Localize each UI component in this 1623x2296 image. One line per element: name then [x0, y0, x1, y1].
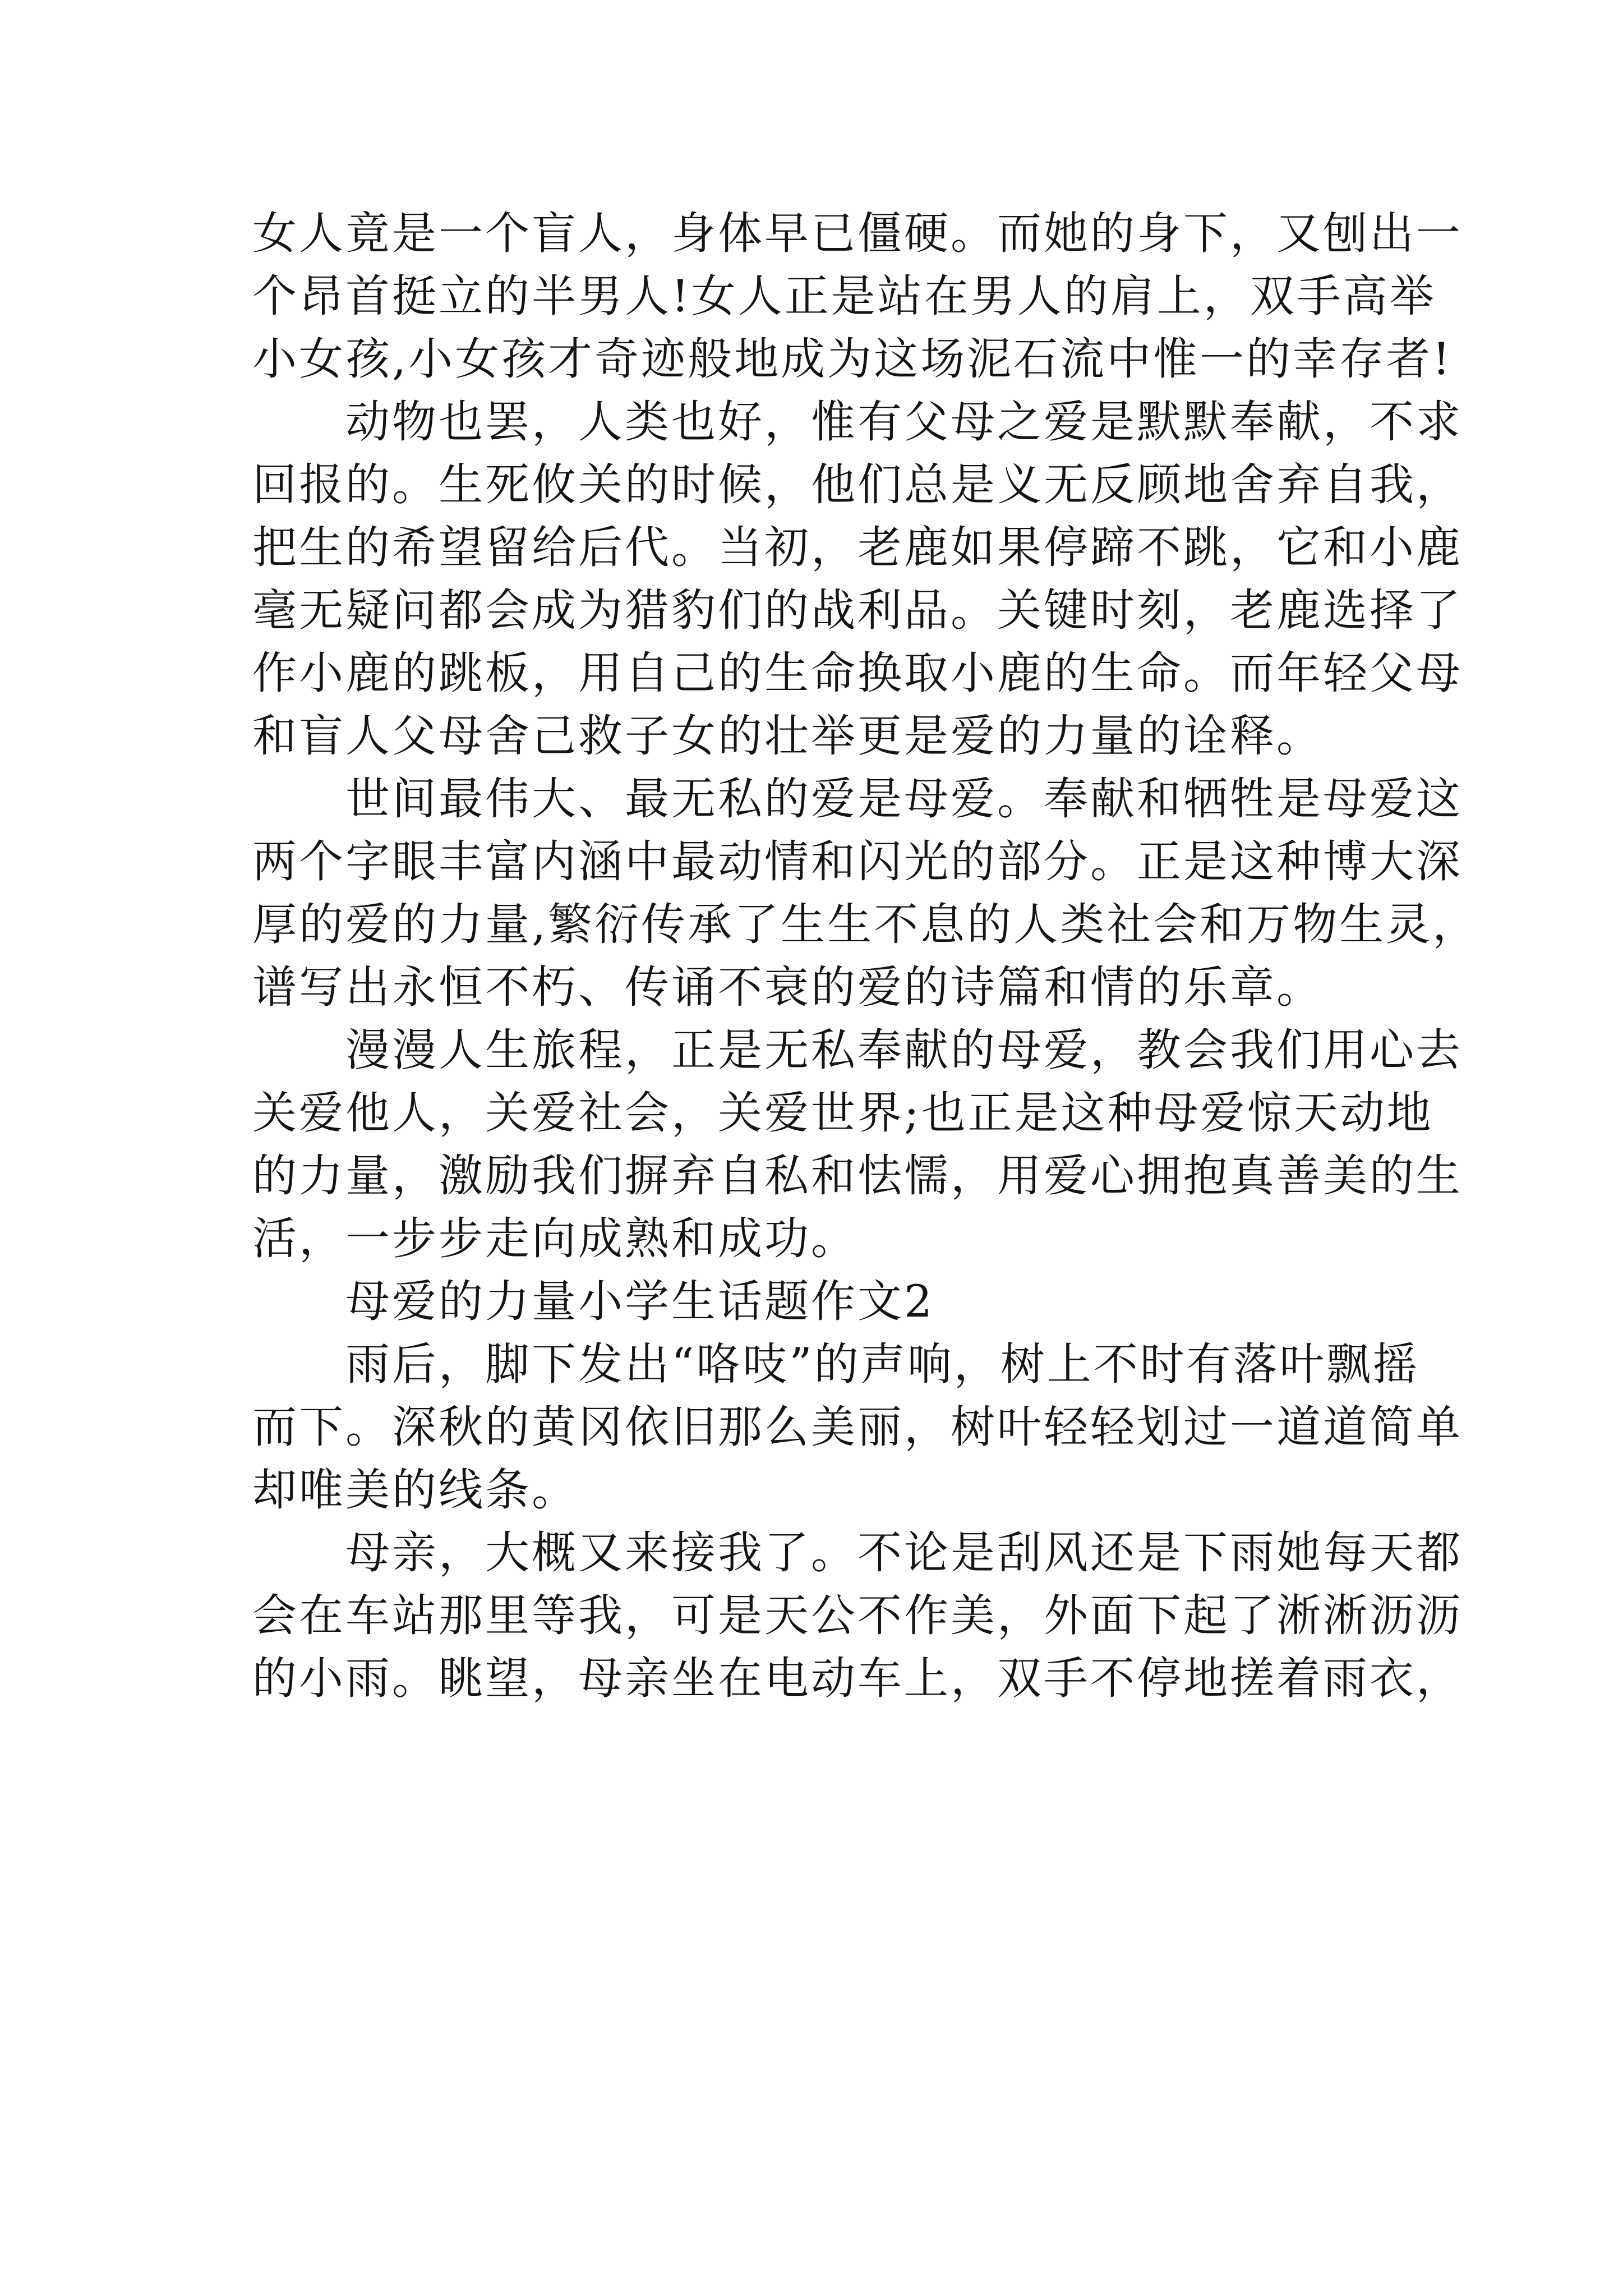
paragraph-6	[252, 1521, 1463, 1710]
text-line: 世间最伟大、最无私的爱是母爱。奉献和牺牲是母爱这	[345, 773, 1463, 825]
document-body	[252, 202, 1479, 1710]
paragraph-4	[252, 1019, 1463, 1270]
text-line: 母亲，大概又来接我了。不论是刮风还是下雨她每天都	[345, 1527, 1463, 1579]
text-line: 活，一步步走向成熟和成功。	[252, 1213, 857, 1264]
text-line: 厚的爱的力量,繁衍传承了生生不息的人类社会和万物生灵，	[252, 899, 1479, 950]
text-line: 漫漫人生旅程，正是无私奉献的母爱，教会我们用心去	[345, 1024, 1463, 1076]
text-line: 回报的。生死攸关的时候，他们总是义无反顾地舍弃自我，	[252, 459, 1463, 510]
section-heading: 母爱的力量小学生话题作文2	[345, 1276, 935, 1327]
text-line: 女人竟是一个盲人，身体早已僵硬。而她的身下，又刨出一	[252, 208, 1463, 259]
text-line: 把生的希望留给后代。当初，老鹿如果停蹄不跳，它和小鹿	[252, 522, 1463, 573]
paragraph-1	[252, 202, 1463, 390]
text-line: 作小鹿的跳板，用自己的生命换取小鹿的生命。而年轻父母	[252, 647, 1463, 699]
text-line: 和盲人父母舍己救子女的壮举更是爱的力量的诠释。	[252, 710, 1323, 762]
text-line: 毫无疑问都会成为猎豹们的战利品。关键时刻，老鹿选择了	[252, 585, 1463, 636]
paragraph-3	[252, 767, 1479, 1019]
text-line: 却唯美的线条。	[252, 1464, 578, 1516]
text-line: 个昂首挺立的半男人!女人正是站在男人的肩上，双手高举	[252, 270, 1436, 322]
text-line: 动物也罢，人类也好，惟有父母之爱是默默奉献，不求	[345, 396, 1463, 448]
text-line: 两个字眼丰富内涵中最动情和闪光的部分。正是这种博大深	[252, 836, 1463, 887]
paragraph-2	[252, 390, 1463, 767]
text-line: 会在车站那里等我，可是天公不作美，外面下起了淅淅沥沥	[252, 1590, 1463, 1641]
text-line: 谱写出永恒不朽、传诵不衰的爱的诗篇和情的乐章。	[252, 961, 1323, 1013]
text-line: 的小雨。眺望，母亲坐在电动车上，双手不停地搓着雨衣，	[252, 1653, 1463, 1704]
text-line: 关爱他人，关爱社会，关爱世界;也正是这种母爱惊天动地	[252, 1087, 1433, 1139]
text-line: 的力量，激励我们摒弃自私和怯懦，用爱心拥抱真善美的生	[252, 1150, 1463, 1202]
text-line: 而下。深秋的黄冈依旧那么美丽，树叶轻轻划过一道道简单	[252, 1401, 1463, 1453]
text-line: 小女孩,小女孩才奇迹般地成为这场泥石流中惟一的幸存者!	[252, 333, 1453, 385]
text-line: 雨后，脚下发出“咯吱”的声响，树上不时有落叶飘摇	[345, 1338, 1419, 1390]
paragraph-5	[252, 1333, 1463, 1521]
